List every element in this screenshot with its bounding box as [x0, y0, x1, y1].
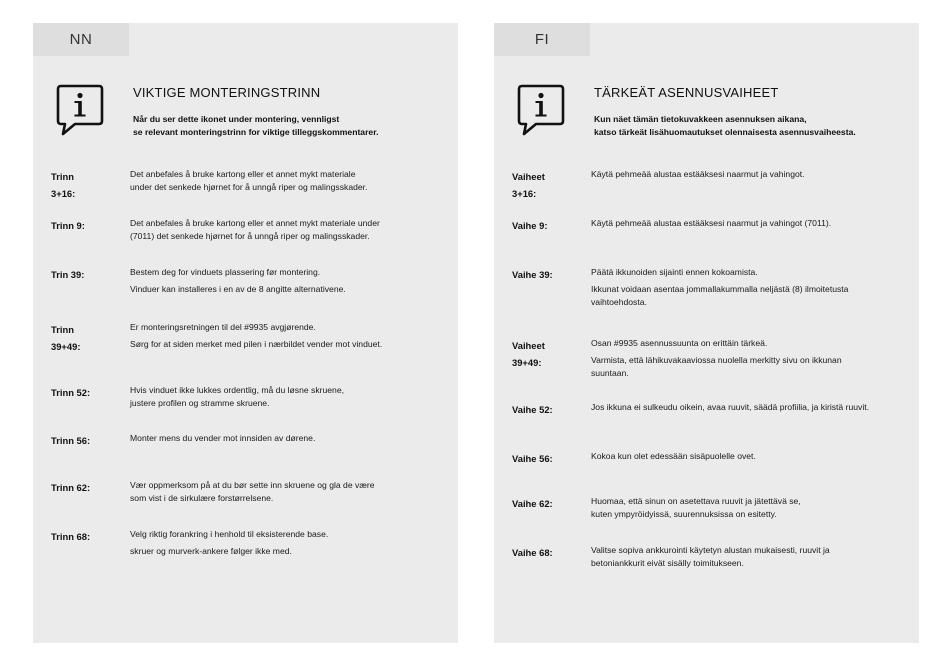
step-description [130, 321, 450, 351]
step-label: Trinn 9: [51, 220, 85, 231]
step-line: Det anbefales å bruke kartong eller et annet mykt materiale under (7011) det senkede hjørnet for å unngå riper og malingsskader. [130, 218, 380, 241]
step-line: Bestem deg for vinduets plassering før montering. [130, 267, 321, 277]
step-line: Er monteringsretningen til del #9935 avgjørende. [130, 322, 316, 332]
step-line: Velg riktig forankring i henhold til eksisterende base. [130, 529, 329, 539]
step-description [591, 544, 911, 570]
step-line: Ikkunat voidaan asentaa jommallakummalla neljästä (8) ilmoitetusta vaihtoehdosta. [591, 284, 849, 307]
step-label: Vaiheet 39+49: [512, 340, 545, 368]
intro-text: Kun näet tämän tietokuvakkeen asennuksen aikana, katso tärkeät lisähuomautukset olennaisesta asennusvaiheesta. [594, 114, 856, 137]
language-tab-fi: FI [494, 23, 590, 56]
step-line: Kokoa kun olet edessään sisäpuolelle ovet. [591, 451, 756, 461]
step-description [130, 266, 450, 296]
panel-nn [33, 23, 458, 643]
step-description [130, 217, 450, 243]
step-line: Hvis vinduet ikke lukkes ordentlig, må du løsne skruene, justere profilen og stramme skruene. [130, 385, 344, 408]
step-line: Vær oppmerksom på at du bør sette inn skruene og gla de være som vist i de sirkulære forstørrelsene. [130, 480, 375, 503]
step-description [591, 401, 911, 414]
step-label: Trinn 3+16: [51, 171, 76, 199]
step-label: Vaihe 52: [512, 404, 553, 415]
language-tab-nn: NN [33, 23, 129, 56]
step-label: Trinn 68: [51, 531, 91, 542]
step-label: Vaihe 39: [512, 269, 553, 280]
step-label: Vaihe 68: [512, 547, 553, 558]
step-description [591, 495, 911, 521]
step-line: skruer og murverk-ankere følger ikke med. [130, 546, 292, 556]
step-line: Sørg for at siden merket med pilen i nærbildet vender mot vinduet. [130, 339, 383, 349]
section-title: TÄRKEÄT ASENNUSVAIHEET [594, 85, 779, 100]
step-line: Monter mens du vender mot innsiden av dørene. [130, 433, 316, 443]
step-description [591, 337, 911, 380]
step-line: Päätä ikkunoiden sijainti ennen kokoamista. [591, 267, 758, 277]
step-line: Varmista, että lähikuvakaaviossa nuolella merkitty sivu on ikkunan suuntaan. [591, 355, 842, 378]
intro-text: Når du ser dette ikonet under montering, vennligst se relevant monteringstrinn for viktige tilleggskommentarer. [133, 114, 379, 137]
info-icon [55, 83, 105, 137]
step-description [591, 450, 911, 463]
panel-fi [494, 23, 919, 643]
step-description [130, 432, 450, 445]
step-label: Trinn 56: [51, 435, 91, 446]
step-label: Trinn 39+49: [51, 324, 81, 352]
step-line: Osan #9935 asennussuunta on erittäin tärkeä. [591, 338, 768, 348]
step-line: Käytä pehmeää alustaa estääksesi naarmut ja vahingot (7011). [591, 218, 832, 228]
step-line: Käytä pehmeää alustaa estääksesi naarmut ja vahingot. [591, 169, 805, 179]
step-label: Trin 39: [51, 269, 85, 280]
step-line: Jos ikkuna ei sulkeudu oikein, avaa ruuvit, säädä profiilia, ja kiristä ruuvit. [591, 402, 870, 412]
step-description [591, 217, 911, 230]
step-label: Trinn 52: [51, 387, 91, 398]
step-line: Huomaa, että sinun on asetettava ruuvit ja jätettävä se, kuten ympyröidyissä, suurennuksissa on esitetty. [591, 496, 801, 519]
step-description [591, 168, 911, 181]
step-label: Vaiheet 3+16: [512, 171, 545, 199]
step-label: Trinn 62: [51, 482, 91, 493]
info-icon [516, 83, 566, 137]
step-line: Det anbefales å bruke kartong eller et annet mykt materiale under det senkede hjørnet for å unngå riper og malingsskader. [130, 169, 368, 192]
step-line: Vinduer kan installeres i en av de 8 angitte alternativene. [130, 284, 346, 294]
step-label: Vaihe 62: [512, 498, 553, 509]
step-description [130, 528, 450, 558]
step-description [130, 479, 450, 505]
step-line: Valitse sopiva ankkurointi käytetyn alustan mukaisesti, ruuvit ja betoniankkurit eivät sisälly toimitukseen. [591, 545, 830, 568]
step-description [591, 266, 911, 309]
step-description [130, 384, 450, 410]
step-label: Vaihe 9: [512, 220, 548, 231]
section-title: VIKTIGE MONTERINGSTRINN [133, 85, 321, 100]
step-label: Vaihe 56: [512, 453, 553, 464]
step-description [130, 168, 450, 194]
